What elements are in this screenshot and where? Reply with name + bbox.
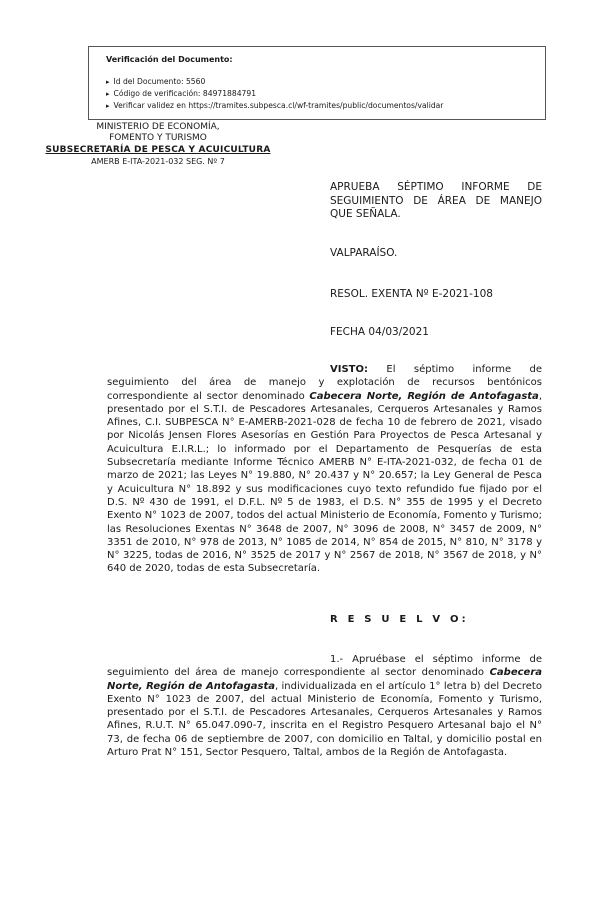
visto-text-1: El séptimo informe de seguimiento del área de manejo y explotación de recursos bentónicos correspondiente al sector denominado xyxy=(107,364,542,402)
ministry-line-2: FOMENTO Y TURISMO xyxy=(109,133,207,143)
point-1-paragraph xyxy=(107,653,542,759)
resolution-date: FECHA 04/03/2021 xyxy=(330,326,429,338)
point-1-text-2: , individualizada en el artículo 1° letra b) del Decreto Exento N° 1023 de 2007, del actual Ministerio de Economía, Fomento y Turismo, presentado por el S.T.I. de Pescadores Artesanales, Cerqueros Artesanales y Ramos Afines, R.U.T. N° 65.047.090-7, inscrita en el Registro Pesquero Artesanal bajo el N° 73, de fecha 06 de septiembre de 2007, con domicilio en Taltal, y domicilio postal en Arturo Prat N° 151, Sector Pesquero, Taltal, ambos de la Región de Antofagasta. xyxy=(107,680,542,759)
visto-label: VISTO: xyxy=(330,364,368,375)
verification-url[interactable]: ▸ Verificar validez en https://tramites.subpesca.cl/wf-tramites/public/documentos/validar xyxy=(106,100,443,112)
place: VALPARAÍSO. xyxy=(330,247,398,259)
resolution-number: RESOL. EXENTA Nº E-2021-108 xyxy=(330,288,493,300)
resuelvo-heading: R E S U E L V O: xyxy=(330,614,469,625)
point-1-text-1: 1.- Apruébase el séptimo informe de seguimiento del área de manejo correspondiente al sector denominado xyxy=(107,654,542,679)
document-code: AMERB E-ITA-2021-032 SEG. Nº 7 xyxy=(91,157,225,166)
ministry-line-1: MINISTERIO DE ECONOMÍA, xyxy=(96,122,220,132)
verification-code: ▸ Código de verificación: 84971884791 xyxy=(106,88,443,100)
subsecretaria-name: SUBSECRETARÍA DE PESCA Y ACUICULTURA xyxy=(45,145,271,155)
point-1-sector: Cabecera Norte, Región de Antofagasta xyxy=(107,667,542,692)
resolution-summary: APRUEBA SÉPTIMO INFORME DE SEGUIMIENTO DE ÁREA DE MANEJO QUE SEÑALA. xyxy=(330,181,542,220)
visto-text-2: , presentado por el S.T.I. de Pescadores Artesanales, Cerqueros Artesanales y Ramos Afines, C.I. SUBPESCA N° E-AMERB-2021-028 de fecha 10 de febrero de 2021, visado por Nicolás Jensen Flores Asesorías en Gestión Para Proyectos de Pesca Artesanal y Acuicultura E.I.R.L.; lo informado por el Departamento de Pesquerías de esta Subsecretaría mediante Informe Técnico AMERB N° E-ITA-2021-032, de fecha 01 de marzo de 2021; las Leyes N° 19.880, N° 20.437 y N° 20.657; la Ley General de Pesca y Acuicultura N° 18.892 y sus modificaciones cuyo texto refundido fue fijado por el D.S. Nº 430 de 1991, el D.F.L. Nº 5 de 1983, el D.S. N° 355 de 1995 y el Decreto Exento N° 1023 de 2007, todos del actual Ministerio de Economía, Fomento y Turismo; las Resoluciones Exentas N° 3648 de 2007, N° 3096 de 2008, N° 3457 de 2009, N° 3351 de 2010, N° 978 de 2013, N° 1085 de 2014, N° 854 de 2015, N° 810, N° 3178 y N° 3225, todas de 2016, N° 3525 de 2017 y N° 2567 de 2018, N° 3567 de 2018, y N° 640 de 2020, todas de esta Subsecretaría. xyxy=(107,390,542,575)
verification-list xyxy=(106,76,443,112)
document-id: ▸ Id del Documento: 5560 xyxy=(106,76,443,88)
verification-title: Verificación del Documento: xyxy=(106,55,233,64)
visto-sector: Cabecera Norte, Región de Antofagasta xyxy=(309,390,539,402)
verification-box xyxy=(88,46,546,120)
ministry-name xyxy=(36,122,280,144)
visto-paragraph xyxy=(107,363,542,576)
